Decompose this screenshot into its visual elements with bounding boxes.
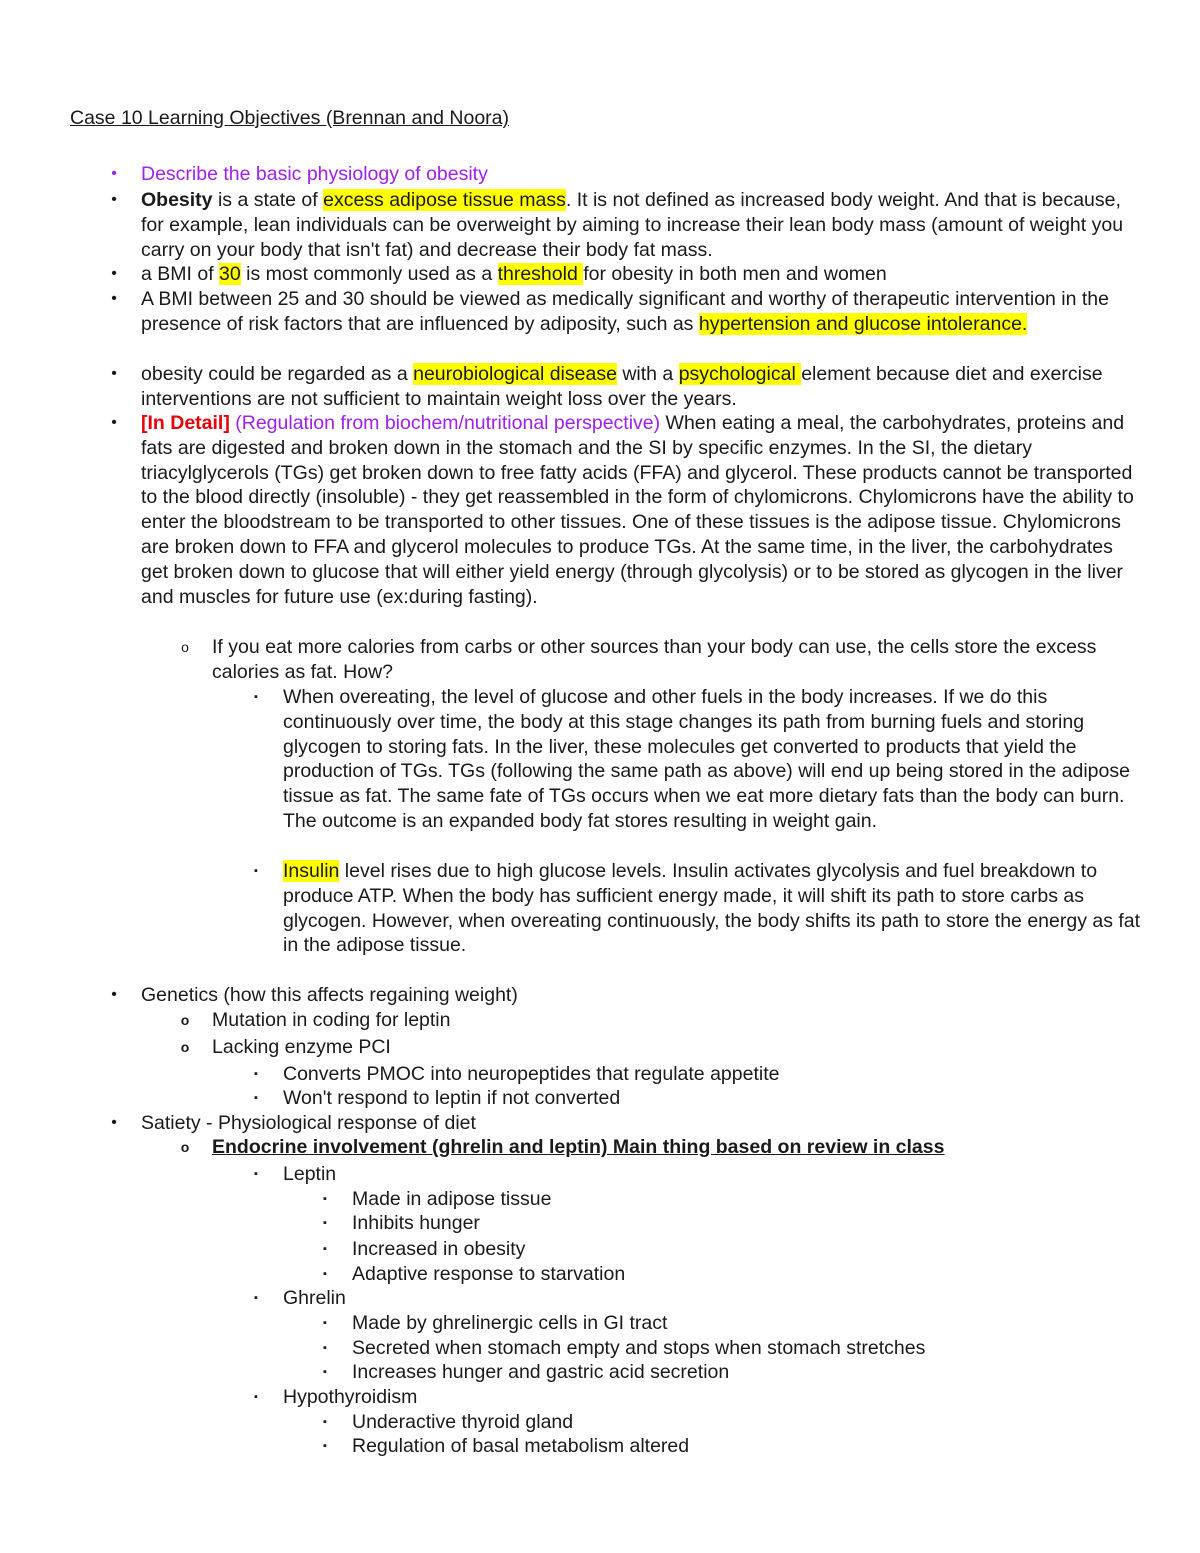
- bmi30-text-3: for obesity in both men and women: [583, 263, 887, 285]
- overeating-text: When overeating, the level of glucose and other fuels in the body increases. If we do this continuously over time, the body at this stage changes its path from burning fuels and storing glycogen to storing fats. In the liver, these molecules get converted to products that yield the production of TGs. TGs (following the same path as above) will end up being stored in the adipose tissue as fat. The same fate of TGs occurs when we eat more dietary fats than the body can burn. The outcome is an expanded body fat stores resulting in weight gain.: [283, 686, 1130, 832]
- list-item-converts-pmoc: [254, 1062, 1143, 1087]
- list-item-neurobiological: [111, 362, 1141, 412]
- ghrelin-text: Ghrelin: [283, 1287, 346, 1309]
- list-item-lacking-enzyme: [180, 1035, 1142, 1060]
- excess-calories-text: If you eat more calories from carbs or other sources than your body can use, the cells store the excess calories as fat. How?: [212, 636, 1097, 683]
- list-item-leptin-detail: [323, 1237, 1142, 1262]
- bullet-square-icon: ▪: [323, 1440, 327, 1452]
- ghrelin-detail-text: Secreted when stomach empty and stops when stomach stretches: [352, 1337, 926, 1359]
- wont-respond-text: Won't respond to leptin if not converted: [283, 1087, 621, 1109]
- obesity-text-1: is a state of: [212, 189, 324, 211]
- list-item-genetics: [111, 983, 1141, 1008]
- list-item-leptin: [254, 1162, 1143, 1187]
- leptin-detail-text: Adaptive response to starvation: [352, 1263, 626, 1285]
- highlight-30: 30: [219, 263, 241, 285]
- hypothyroidism-detail-text: Underactive thyroid gland: [352, 1411, 574, 1433]
- in-detail-text: When eating a meal, the carbohydrates, proteins and fats are digested and broken down in the stomach and the SI by specific enzymes. In the SI, the dietary triacylglycerols (TGs) get broken down to free fatty acids (FFA) and glycerol. These products cannot be transported to the blood directly (insoluble) - they get reassembled in the form of chylomicrons. Chylomicrons have the ability to enter the bloodstream to be transported to other tissues. One of these tissues is the adipose tissue. Chylomicrons are broken down to FFA and glycerol molecules to produce TGs. At the same time, in the liver, the carbohydrates get broken down to glucose that will either yield energy (through glycolysis) or to be stored as glycogen in the liver and muscles for future use (ex:during fasting).: [141, 412, 1134, 608]
- endocrine-heading: Endocrine involvement (ghrelin and leptin) Main thing based on review in class: [212, 1136, 945, 1158]
- list-item-describe: [111, 162, 1141, 187]
- list-item-ghrelin-detail: [323, 1360, 1142, 1385]
- insulin-text: level rises due to high glucose levels. Insulin activates glycolysis and fuel breakdown to produce ATP. When the body has sufficient energy made, it will shift its path to store carbs as glycogen. However, when overeating continuously, the body shifts its path to store the energy as fat in the adipose tissue.: [283, 860, 1141, 957]
- describe-text: Describe the basic physiology of obesity: [141, 163, 488, 185]
- converts-pmoc-text: Converts PMOC into neuropeptides that regulate appetite: [283, 1063, 780, 1085]
- list-item-ghrelin-detail: [323, 1311, 1142, 1336]
- list-item-excess-calories: [181, 635, 1142, 685]
- bullet-square-icon: ▪: [323, 1268, 327, 1280]
- bullet-disc-icon: •: [111, 290, 117, 307]
- bullet-disc-icon: •: [111, 1114, 117, 1131]
- bullet-square-icon: ▪: [254, 1391, 258, 1403]
- lacking-enzyme-text: Lacking enzyme PCI: [212, 1036, 391, 1058]
- highlight-threshold: threshold: [497, 263, 584, 285]
- in-detail-subtitle: (Regulation from biochem/nutritional perspective): [229, 412, 661, 434]
- list-item-obesity: [111, 188, 1141, 262]
- bullet-circle-icon: o: [181, 639, 189, 655]
- list-item-hypothyroidism-detail: [323, 1434, 1142, 1459]
- bmi30-text-1: a BMI of: [141, 263, 220, 285]
- mutation-text: Mutation in coding for leptin: [212, 1009, 451, 1031]
- bullet-square-icon: ▪: [254, 1068, 258, 1080]
- bullet-square-icon: ▪: [323, 1366, 327, 1378]
- bullet-square-icon: ▪: [254, 1292, 258, 1304]
- bmi25-text: A BMI between 25 and 30 should be viewed as medically significant and worthy of therapeutic intervention in the presence of risk factors that are influenced by adiposity, such as: [141, 288, 1110, 335]
- bullet-disc-icon: •: [111, 414, 117, 431]
- list-item-mutation: [180, 1008, 1142, 1033]
- bullet-square-icon: ▪: [323, 1342, 327, 1354]
- highlight-hypertension: hypertension and glucose intolerance.: [698, 312, 1028, 335]
- leptin-detail-text: Inhibits hunger: [352, 1212, 480, 1234]
- list-item-ghrelin-detail: [323, 1336, 1142, 1361]
- list-item-in-detail: [111, 411, 1141, 609]
- obesity-text-2: . It is not defined as increased body weight. And that is because, for example, lean individuals can be overweight by aiming to increase their lean body mass (amount of weight you carry on your body that isn't fat) and decrease their body fat mass.: [141, 189, 1124, 261]
- bmi30-text-2: is most commonly used as a: [240, 263, 498, 285]
- list-item-insulin: [254, 859, 1143, 958]
- bullet-square-icon: ▪: [254, 1168, 258, 1180]
- obesity-term: Obesity: [141, 189, 213, 211]
- leptin-detail-text: Increased in obesity: [352, 1238, 526, 1260]
- list-item-bmi-30: [111, 262, 1141, 287]
- document-title: Case 10 Learning Objectives (Brennan and Noora): [70, 107, 510, 129]
- highlight-insulin: Insulin: [283, 860, 340, 882]
- bullet-square-icon: ▪: [323, 1193, 327, 1205]
- list-item-hypothyroidism-detail: [323, 1410, 1142, 1435]
- genetics-text: Genetics (how this affects regaining weight): [141, 984, 518, 1006]
- bullet-square-icon: ▪: [254, 1092, 258, 1104]
- list-item-leptin-detail: [323, 1211, 1142, 1236]
- bullet-square-icon: ▪: [323, 1416, 327, 1428]
- bullet-disc-icon: •: [111, 365, 117, 382]
- in-detail-tag: [In Detail]: [141, 412, 230, 434]
- highlight-neurobiological: neurobiological disease: [413, 363, 617, 385]
- neuro-text-3: element because diet and exercise interventions are not sufficient to maintain weight loss over the years.: [141, 363, 1103, 410]
- neuro-text-1: obesity could be regarded as a: [141, 363, 414, 385]
- list-item-endocrine: [180, 1135, 1142, 1160]
- highlight-psychological: psychological: [678, 363, 802, 385]
- bullet-circle-icon: o: [180, 1139, 190, 1155]
- bullet-square-icon: ▪: [254, 865, 258, 877]
- ghrelin-detail-text: Increases hunger and gastric acid secretion: [352, 1361, 730, 1383]
- leptin-detail-text: Made in adipose tissue: [352, 1188, 552, 1210]
- bullet-square-icon: ▪: [254, 691, 258, 703]
- bullet-disc-icon: •: [111, 986, 117, 1003]
- leptin-text: Leptin: [283, 1163, 337, 1185]
- list-item-ghrelin: [254, 1286, 1143, 1311]
- bullet-square-icon: ▪: [323, 1317, 327, 1329]
- ghrelin-detail-text: Made by ghrelinergic cells in GI tract: [352, 1312, 668, 1334]
- list-item-satiety: [111, 1111, 1141, 1136]
- list-item-bmi-25-30: [111, 287, 1141, 337]
- bullet-disc-icon: •: [111, 265, 117, 282]
- hypothyroidism-detail-text: Regulation of basal metabolism altered: [352, 1435, 690, 1457]
- list-item-overeating: [254, 685, 1143, 834]
- bullet-circle-icon: o: [180, 1012, 190, 1028]
- bullet-square-icon: ▪: [323, 1243, 327, 1255]
- satiety-text: Satiety - Physiological response of diet: [141, 1112, 476, 1134]
- list-item-leptin-detail: [323, 1187, 1142, 1212]
- highlight-adipose-mass: excess adipose tissue mass: [323, 189, 566, 211]
- bullet-disc-icon: •: [111, 191, 117, 208]
- hypothyroidism-text: Hypothyroidism: [283, 1386, 418, 1408]
- bullet-circle-icon: o: [180, 1039, 190, 1055]
- bullet-square-icon: ▪: [323, 1217, 327, 1229]
- list-item-hypothyroidism: [254, 1385, 1143, 1410]
- neuro-text-2: with a: [616, 363, 679, 385]
- bullet-disc-icon: •: [111, 165, 117, 182]
- list-item-leptin-detail: [323, 1262, 1142, 1287]
- list-item-wont-respond: [254, 1086, 1143, 1111]
